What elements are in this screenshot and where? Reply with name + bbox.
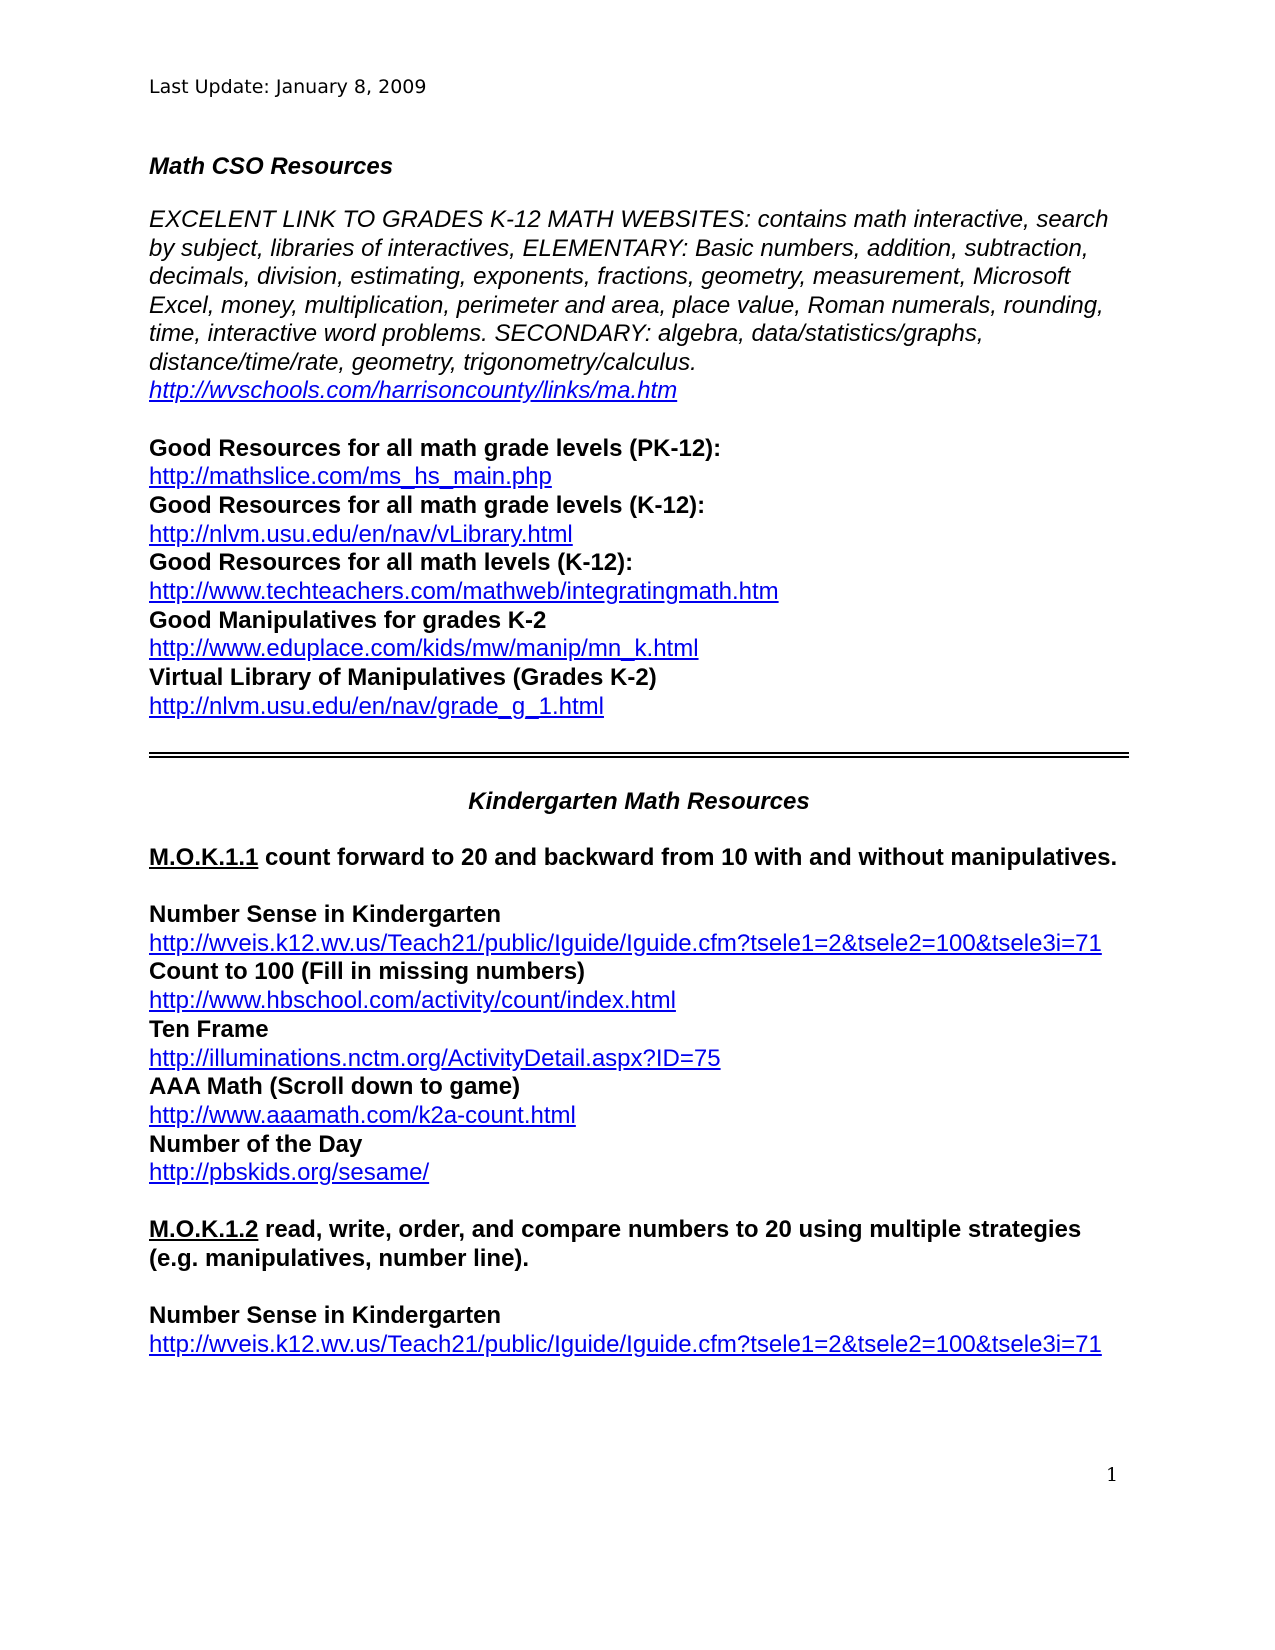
resource-link[interactable]: http://nlvm.usu.edu/en/nav/grade_g_1.html (149, 692, 604, 720)
section-title: Kindergarten Math Resources (468, 787, 810, 815)
document-body (149, 153, 1129, 1359)
resource-link[interactable]: http://www.aaamath.com/k2a-count.html (149, 1101, 576, 1129)
cso-objective (149, 1216, 1129, 1273)
cso-code: M.O.K.1.1 (149, 843, 259, 871)
resource-title: Good Resources for all math levels (K-12): (149, 549, 634, 577)
resource-link[interactable]: http://www.hbschool.com/activity/count/index.html (149, 987, 676, 1015)
intro-text: EXCELENT LINK TO GRADES K-12 MATH WEBSITES: contains math interactive, search by subject, libraries of interactives, ELEMENTARY: Basic numbers, addition, subtraction, decimals, division, estimating, exponents, fractions, geometry, measurement, Microsoft Excel, money, multiplication, perimeter and area, place value, Roman numerals, rounding, time, interactive word problems. SECONDARY: algebra, data/statistics/graphs, distance/time/rate, geometry, trigonometry/calculus. (149, 206, 1109, 376)
resource-link[interactable]: http://www.techteachers.com/mathweb/integratingmath.htm (149, 578, 779, 606)
resource-link[interactable]: http://wveis.k12.wv.us/Teach21/public/Iguide/Iguide.cfm?tsele1=2&tsele2=100&tsele3i=71 (149, 1330, 1102, 1358)
resource-link[interactable]: http://illuminations.nctm.org/ActivityDetail.aspx?ID=75 (149, 1044, 721, 1072)
resource-title: Virtual Library of Manipulatives (Grades K-2) (149, 664, 657, 692)
cso-text: count forward to 20 and backward from 10 with and without manipulatives. (258, 843, 1118, 871)
resource-title: Count to 100 (Fill in missing numbers) (149, 958, 586, 986)
resource-title: Number Sense in Kindergarten (149, 1302, 502, 1330)
resource-title: Good Resources for all math grade levels (K-12): (149, 491, 706, 519)
resource-link[interactable]: http://www.eduplace.com/kids/mw/manip/mn_k.html (149, 635, 699, 663)
resource-link[interactable]: http://mathslice.com/ms_hs_main.php (149, 463, 552, 491)
intro-paragraph (149, 206, 1129, 406)
resource-title: Ten Frame (149, 1015, 269, 1043)
general-resources-list (149, 435, 1129, 722)
cso-resources-list (149, 901, 1129, 1188)
resource-title: Good Resources for all math grade levels (PK-12): (149, 434, 722, 462)
resource-title: AAA Math (Scroll down to game) (149, 1073, 521, 1101)
resource-title: Good Manipulatives for grades K-2 (149, 606, 547, 634)
last-update-header: Last Update: January 8, 2009 (149, 76, 427, 98)
cso-resources-list (149, 1302, 1129, 1359)
intro-link[interactable]: http://wvschools.com/harrisoncounty/links/ma.htm (149, 377, 678, 404)
section-divider (149, 752, 1129, 758)
cso-text: read, write, order, and compare numbers to 20 using multiple strategies (e.g. manipulatives, number line). (149, 1216, 1082, 1272)
resource-link[interactable]: http://pbskids.org/sesame/ (149, 1159, 430, 1187)
cso-code: M.O.K.1.2 (149, 1216, 259, 1244)
cso-objective (149, 844, 1129, 873)
resource-link[interactable]: http://wveis.k12.wv.us/Teach21/public/Iguide/Iguide.cfm?tsele1=2&tsele2=100&tsele3i=71 (149, 929, 1102, 957)
resource-title: Number Sense in Kindergarten (149, 901, 502, 929)
resource-title: Number of the Day (149, 1130, 363, 1158)
document-title: Math CSO Resources (149, 153, 394, 180)
page-number: 1 (1106, 1464, 1119, 1486)
resource-link[interactable]: http://nlvm.usu.edu/en/nav/vLibrary.html (149, 520, 573, 548)
